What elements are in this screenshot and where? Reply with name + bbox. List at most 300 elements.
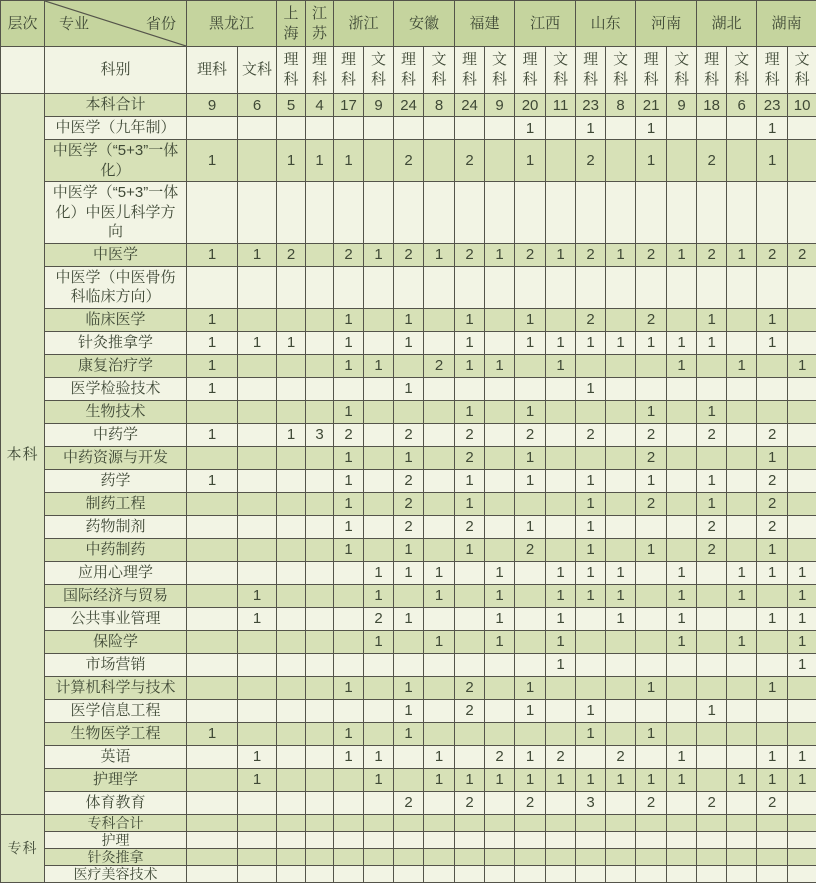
- data-cell: 2: [424, 354, 455, 377]
- data-cell: [757, 584, 788, 607]
- major-cell: 保险学: [45, 630, 187, 653]
- data-cell: [727, 515, 757, 538]
- data-cell: [697, 745, 727, 768]
- major-cell: 护理: [45, 831, 187, 848]
- data-cell: [455, 831, 485, 848]
- data-cell: 1: [757, 331, 788, 354]
- data-cell: 1: [424, 561, 455, 584]
- data-cell: 1: [546, 243, 576, 266]
- data-cell: [334, 699, 364, 722]
- data-cell: [606, 354, 636, 377]
- data-cell: 1: [424, 745, 455, 768]
- subject-header: 理科: [187, 47, 238, 94]
- data-cell: [238, 117, 277, 140]
- data-cell: [788, 377, 816, 400]
- major-cell: 公共事业管理: [45, 607, 187, 630]
- province-header: 安徽: [394, 1, 455, 47]
- province-header: 福建: [455, 1, 515, 47]
- data-cell: [306, 676, 334, 699]
- data-cell: [306, 653, 334, 676]
- data-cell: 1: [334, 745, 364, 768]
- data-cell: [238, 140, 277, 182]
- subject-header: 理科: [757, 47, 788, 94]
- data-cell: [697, 117, 727, 140]
- table-row: [1, 446, 816, 469]
- data-cell: 1: [576, 377, 606, 400]
- data-cell: 24: [455, 94, 485, 117]
- data-cell: 1: [515, 117, 546, 140]
- data-cell: [606, 469, 636, 492]
- data-cell: 1: [667, 630, 697, 653]
- data-cell: [277, 266, 306, 308]
- data-cell: [394, 831, 424, 848]
- data-cell: [455, 814, 485, 831]
- data-cell: 1: [515, 446, 546, 469]
- major-cell: 体育教育: [45, 791, 187, 814]
- data-cell: [788, 266, 816, 308]
- data-cell: [424, 848, 455, 865]
- data-cell: [306, 745, 334, 768]
- data-cell: [424, 117, 455, 140]
- major-cell: 中医学（“5+3”一体化）中医儿科学方向: [45, 182, 187, 244]
- subject-header: 理科: [455, 47, 485, 94]
- data-cell: 2: [697, 140, 727, 182]
- data-cell: 1: [515, 308, 546, 331]
- data-cell: [727, 117, 757, 140]
- data-cell: [485, 722, 515, 745]
- major-cell: 药学: [45, 469, 187, 492]
- data-cell: 1: [424, 768, 455, 791]
- data-cell: [364, 676, 394, 699]
- data-cell: [277, 515, 306, 538]
- subject-header: 理科: [515, 47, 546, 94]
- data-cell: [277, 538, 306, 561]
- data-cell: 1: [576, 538, 606, 561]
- data-cell: [576, 446, 606, 469]
- data-cell: 1: [576, 584, 606, 607]
- data-cell: [238, 848, 277, 865]
- data-cell: [364, 469, 394, 492]
- data-cell: [788, 538, 816, 561]
- data-cell: 1: [667, 768, 697, 791]
- data-cell: [187, 831, 238, 848]
- data-cell: [306, 400, 334, 423]
- data-cell: [697, 865, 727, 882]
- data-cell: [546, 831, 576, 848]
- data-cell: [788, 722, 816, 745]
- data-cell: 1: [187, 140, 238, 182]
- data-cell: [727, 865, 757, 882]
- data-cell: [485, 515, 515, 538]
- data-cell: [667, 266, 697, 308]
- data-cell: [727, 791, 757, 814]
- data-cell: [238, 492, 277, 515]
- data-cell: 1: [238, 745, 277, 768]
- data-cell: [364, 791, 394, 814]
- data-cell: [788, 848, 816, 865]
- table-row: [1, 117, 816, 140]
- data-cell: 1: [485, 630, 515, 653]
- data-cell: 1: [667, 243, 697, 266]
- data-cell: [455, 848, 485, 865]
- data-cell: [576, 814, 606, 831]
- data-cell: [667, 865, 697, 882]
- data-cell: 2: [576, 308, 606, 331]
- data-cell: [667, 538, 697, 561]
- major-cell: 中药资源与开发: [45, 446, 187, 469]
- data-cell: 1: [187, 354, 238, 377]
- data-cell: [306, 538, 334, 561]
- data-cell: [485, 446, 515, 469]
- data-cell: [306, 865, 334, 882]
- data-cell: [667, 676, 697, 699]
- data-cell: [727, 848, 757, 865]
- table-row: [1, 722, 816, 745]
- data-cell: [424, 140, 455, 182]
- data-cell: 1: [394, 699, 424, 722]
- table-row: [1, 676, 816, 699]
- data-cell: 1: [515, 676, 546, 699]
- data-cell: [238, 699, 277, 722]
- data-cell: [546, 117, 576, 140]
- data-cell: [757, 400, 788, 423]
- data-cell: [697, 722, 727, 745]
- data-cell: [515, 492, 546, 515]
- data-cell: 1: [788, 561, 816, 584]
- major-cell: 中医学: [45, 243, 187, 266]
- data-cell: 1: [788, 630, 816, 653]
- data-cell: 1: [546, 354, 576, 377]
- data-cell: [334, 768, 364, 791]
- data-cell: [546, 469, 576, 492]
- data-cell: [485, 791, 515, 814]
- province-header: 江苏: [306, 1, 334, 47]
- data-cell: 2: [636, 308, 667, 331]
- data-cell: 1: [606, 331, 636, 354]
- data-cell: [306, 722, 334, 745]
- data-cell: 1: [334, 308, 364, 331]
- province-header: 湖南: [757, 1, 816, 47]
- data-cell: 1: [334, 722, 364, 745]
- data-cell: [667, 814, 697, 831]
- data-cell: 2: [697, 791, 727, 814]
- data-cell: [727, 814, 757, 831]
- data-cell: 2: [455, 699, 485, 722]
- province-header: 黑龙江: [187, 1, 277, 47]
- data-cell: [667, 140, 697, 182]
- data-cell: 1: [576, 722, 606, 745]
- major-cell: 生物医学工程: [45, 722, 187, 745]
- data-cell: [187, 182, 238, 244]
- data-cell: 1: [636, 400, 667, 423]
- data-cell: [277, 722, 306, 745]
- data-cell: [546, 865, 576, 882]
- data-cell: 1: [394, 446, 424, 469]
- data-cell: [606, 676, 636, 699]
- data-cell: [727, 831, 757, 848]
- data-cell: [515, 653, 546, 676]
- data-cell: 1: [576, 331, 606, 354]
- data-cell: 1: [757, 607, 788, 630]
- data-cell: [394, 182, 424, 244]
- data-cell: [277, 308, 306, 331]
- data-cell: [546, 814, 576, 831]
- data-cell: [187, 768, 238, 791]
- table-row: [1, 400, 816, 423]
- data-cell: [277, 377, 306, 400]
- data-cell: [576, 865, 606, 882]
- data-cell: [788, 676, 816, 699]
- data-cell: 1: [334, 492, 364, 515]
- data-cell: 1: [697, 469, 727, 492]
- data-cell: [576, 266, 606, 308]
- data-cell: 1: [455, 768, 485, 791]
- data-cell: [636, 354, 667, 377]
- data-cell: [515, 722, 546, 745]
- data-cell: [485, 676, 515, 699]
- data-cell: 2: [455, 446, 485, 469]
- data-cell: [485, 538, 515, 561]
- data-cell: 1: [515, 515, 546, 538]
- major-cell: 临床医学: [45, 308, 187, 331]
- data-cell: [606, 515, 636, 538]
- province-header: 河南: [636, 1, 697, 47]
- data-cell: 2: [455, 243, 485, 266]
- data-cell: [394, 117, 424, 140]
- data-cell: [334, 377, 364, 400]
- data-cell: 1: [485, 243, 515, 266]
- data-cell: 1: [636, 768, 667, 791]
- province-header: 浙江: [334, 1, 394, 47]
- data-cell: 1: [576, 699, 606, 722]
- data-cell: 2: [636, 492, 667, 515]
- data-cell: [636, 561, 667, 584]
- data-cell: [306, 584, 334, 607]
- data-cell: [667, 653, 697, 676]
- data-cell: [306, 848, 334, 865]
- data-cell: [306, 377, 334, 400]
- data-cell: [187, 515, 238, 538]
- data-cell: 23: [757, 94, 788, 117]
- data-cell: 1: [364, 630, 394, 653]
- data-cell: [546, 538, 576, 561]
- table-row: [1, 182, 816, 244]
- data-cell: [306, 117, 334, 140]
- subject-header: 理科: [697, 47, 727, 94]
- data-cell: 1: [334, 538, 364, 561]
- data-cell: [606, 140, 636, 182]
- data-cell: [727, 308, 757, 331]
- data-cell: 1: [334, 469, 364, 492]
- data-cell: 1: [606, 243, 636, 266]
- major-cell: 中医学（九年制）: [45, 117, 187, 140]
- data-cell: [485, 469, 515, 492]
- data-cell: [394, 400, 424, 423]
- data-cell: [424, 865, 455, 882]
- data-cell: 1: [238, 607, 277, 630]
- data-cell: [485, 140, 515, 182]
- data-cell: [187, 561, 238, 584]
- data-cell: 1: [788, 354, 816, 377]
- data-cell: [277, 699, 306, 722]
- data-cell: 2: [576, 243, 606, 266]
- data-cell: [697, 607, 727, 630]
- table-row: [1, 653, 816, 676]
- data-cell: [238, 423, 277, 446]
- data-cell: [667, 423, 697, 446]
- data-cell: [485, 182, 515, 244]
- data-cell: [364, 140, 394, 182]
- data-cell: [306, 561, 334, 584]
- data-cell: [306, 331, 334, 354]
- data-cell: [334, 653, 364, 676]
- subject-header: 文科: [727, 47, 757, 94]
- data-cell: [606, 630, 636, 653]
- data-cell: [455, 117, 485, 140]
- data-cell: 2: [485, 745, 515, 768]
- data-cell: 1: [727, 630, 757, 653]
- data-cell: [636, 699, 667, 722]
- data-cell: [424, 377, 455, 400]
- data-cell: [667, 308, 697, 331]
- major-cell: 英语: [45, 745, 187, 768]
- subject-header: 文科: [424, 47, 455, 94]
- data-cell: 2: [757, 791, 788, 814]
- province-axis-label: 省份: [145, 14, 176, 32]
- data-cell: [455, 865, 485, 882]
- data-cell: 1: [576, 469, 606, 492]
- data-cell: 1: [364, 354, 394, 377]
- subject-header: 理科: [334, 47, 364, 94]
- data-cell: [238, 722, 277, 745]
- data-cell: [277, 492, 306, 515]
- table-row: [1, 699, 816, 722]
- data-cell: [334, 831, 364, 848]
- data-cell: 4: [306, 94, 334, 117]
- data-cell: 1: [334, 515, 364, 538]
- subject-header: 理科: [576, 47, 606, 94]
- data-cell: [606, 848, 636, 865]
- major-cell: 医疗美容技术: [45, 865, 187, 882]
- major-cell: 计算机科学与技术: [45, 676, 187, 699]
- data-cell: [667, 492, 697, 515]
- data-cell: 1: [485, 354, 515, 377]
- data-cell: [606, 423, 636, 446]
- table-row: [1, 848, 816, 865]
- data-cell: 1: [636, 140, 667, 182]
- data-cell: [546, 140, 576, 182]
- data-cell: 1: [546, 768, 576, 791]
- data-cell: [277, 446, 306, 469]
- data-cell: [606, 865, 636, 882]
- data-cell: [238, 400, 277, 423]
- data-cell: [277, 745, 306, 768]
- subject-header: 文科: [238, 47, 277, 94]
- data-cell: [187, 745, 238, 768]
- data-cell: [306, 768, 334, 791]
- major-cell: 针灸推拿学: [45, 331, 187, 354]
- data-cell: [238, 676, 277, 699]
- data-cell: [394, 266, 424, 308]
- data-cell: 1: [187, 423, 238, 446]
- major-cell: 国际经济与贸易: [45, 584, 187, 607]
- data-cell: [697, 848, 727, 865]
- data-cell: [788, 831, 816, 848]
- data-cell: [515, 630, 546, 653]
- data-cell: [364, 848, 394, 865]
- data-cell: [697, 676, 727, 699]
- data-cell: [364, 538, 394, 561]
- data-cell: [277, 469, 306, 492]
- data-cell: [636, 865, 667, 882]
- data-cell: [757, 865, 788, 882]
- data-cell: [697, 377, 727, 400]
- data-cell: [238, 377, 277, 400]
- province-header: 江西: [515, 1, 576, 47]
- data-cell: 1: [757, 745, 788, 768]
- data-cell: 1: [334, 400, 364, 423]
- data-cell: 1: [697, 308, 727, 331]
- data-cell: [636, 814, 667, 831]
- data-cell: [788, 117, 816, 140]
- data-cell: [606, 308, 636, 331]
- data-cell: 1: [187, 243, 238, 266]
- level-column-header: 层次: [1, 1, 45, 47]
- data-cell: 1: [697, 699, 727, 722]
- data-cell: [606, 377, 636, 400]
- data-cell: 1: [697, 400, 727, 423]
- data-cell: 1: [636, 331, 667, 354]
- data-cell: 2: [576, 423, 606, 446]
- data-cell: 1: [485, 584, 515, 607]
- data-cell: [187, 538, 238, 561]
- data-cell: [364, 423, 394, 446]
- data-cell: [667, 699, 697, 722]
- subject-header: 理科: [306, 47, 334, 94]
- data-cell: 1: [546, 331, 576, 354]
- data-cell: [576, 831, 606, 848]
- subject-header: 文科: [485, 47, 515, 94]
- data-cell: [788, 814, 816, 831]
- data-cell: [394, 848, 424, 865]
- data-cell: [424, 814, 455, 831]
- data-cell: [277, 607, 306, 630]
- data-cell: [485, 331, 515, 354]
- data-cell: 2: [394, 423, 424, 446]
- data-cell: [187, 630, 238, 653]
- data-cell: [606, 446, 636, 469]
- data-cell: [515, 814, 546, 831]
- data-cell: [485, 400, 515, 423]
- data-cell: 1: [606, 561, 636, 584]
- table-row: [1, 423, 816, 446]
- data-cell: [546, 492, 576, 515]
- data-cell: [277, 831, 306, 848]
- data-cell: 1: [757, 140, 788, 182]
- data-cell: [515, 354, 546, 377]
- data-cell: [455, 653, 485, 676]
- data-cell: [546, 182, 576, 244]
- data-cell: [697, 584, 727, 607]
- data-cell: 1: [364, 768, 394, 791]
- data-cell: [727, 331, 757, 354]
- data-cell: [667, 182, 697, 244]
- data-cell: [515, 607, 546, 630]
- data-cell: 1: [546, 653, 576, 676]
- data-cell: [515, 182, 546, 244]
- data-cell: 2: [697, 538, 727, 561]
- data-cell: [515, 377, 546, 400]
